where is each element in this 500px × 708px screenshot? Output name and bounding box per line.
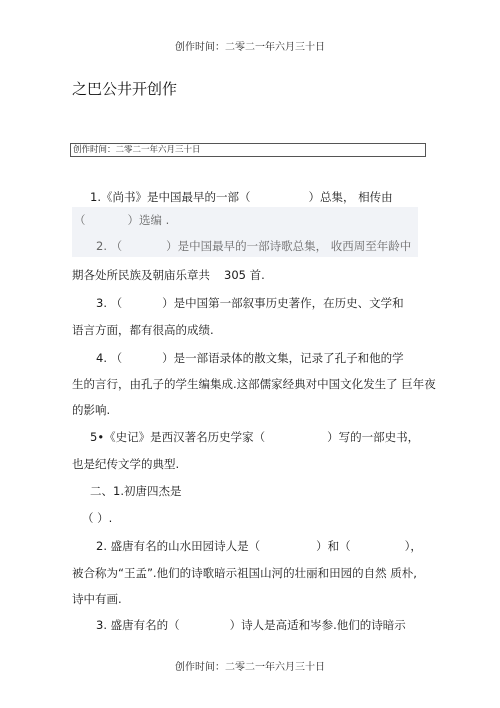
q1-text-c: （ <box>74 213 86 227</box>
q1-text-a: 1.《尚书》是中国最早的一部（ <box>90 190 251 204</box>
s2-q3-text-b: ）诗人是高适和岑参.他们的诗暗示 <box>229 618 406 632</box>
s2-q2-text-a: 2. 盛唐有名的山水田园诗人是（ <box>96 539 261 553</box>
document-title: 之巴公井开创作 <box>72 80 178 98</box>
q3-text-b: ）是中国第一部叙事历史著作，在历史、文学和 <box>162 296 404 310</box>
q5-text-b: ）写的一部史书， <box>327 430 420 444</box>
section-2-question-2-line-3: 诗中有画. <box>72 592 122 606</box>
question-5-line-1 <box>90 429 419 445</box>
creation-time-box: 创作时间：二零二一年六月三十日 <box>70 143 426 157</box>
section-2-question-2-line-1 <box>96 538 422 554</box>
question-2-line-1 <box>96 238 411 254</box>
question-4-line-1 <box>96 350 404 366</box>
q2-text-a: 2. （ <box>96 239 123 253</box>
question-2-line-2 <box>72 267 265 283</box>
page-header: 创作时间：二零二一年六月三十日 <box>175 42 325 53</box>
question-4-line-2: 生的言行，由孔子的学生编集成.这部儒家经典对中国文化发生了 巨年夜 <box>72 377 436 391</box>
question-3-line-2: 语言方面，都有很高的成绩. <box>72 323 214 337</box>
q4-text-b: ）是一部语录体的散文集，记录了孔子和他的学 <box>162 351 404 365</box>
question-5-line-2: 也是纪传文学的典型. <box>72 457 180 471</box>
page-footer: 创作时间：二零二一年六月三十日 <box>175 662 325 673</box>
s2-q2-text-b: ）和（ <box>316 539 351 553</box>
question-1-line-1 <box>90 189 393 205</box>
q5-text-a: 5•《史记》是西汉著名历史学家（ <box>90 430 266 444</box>
q3-text-a: 3. （ <box>96 296 123 310</box>
question-3-line-1 <box>96 295 404 311</box>
q1-text-b: ）总集， 相传由 <box>308 190 393 204</box>
question-4-line-3: 的影响. <box>72 403 111 417</box>
section-2-heading: 二、1.初唐四杰是 <box>90 484 182 498</box>
q2-text-c: ， 收西周至年龄中 <box>315 239 412 253</box>
section-2-blank: （ ）. <box>82 511 113 525</box>
question-1-line-2 <box>74 212 169 228</box>
q2-text-e: 305 首. <box>224 268 265 282</box>
s2-q2-text-c: ）， <box>404 539 422 553</box>
section-2-question-3-line-1 <box>96 617 406 633</box>
q1-text-d: ）选编 . <box>127 213 170 227</box>
section-2-question-2-line-2: 被合称为“王孟”.他们的诗歌暗示祖国山河的壮丽和田园的自然 质朴, <box>72 566 417 580</box>
q4-text-a: 4. （ <box>96 351 123 365</box>
s2-q3-text-a: 3. 盛唐有名的（ <box>96 618 180 632</box>
q2-text-d: 期各处所民族及朝庙乐章共 <box>72 268 210 282</box>
q2-text-b: ）是中国最早的一部诗歌总集 <box>166 239 316 253</box>
